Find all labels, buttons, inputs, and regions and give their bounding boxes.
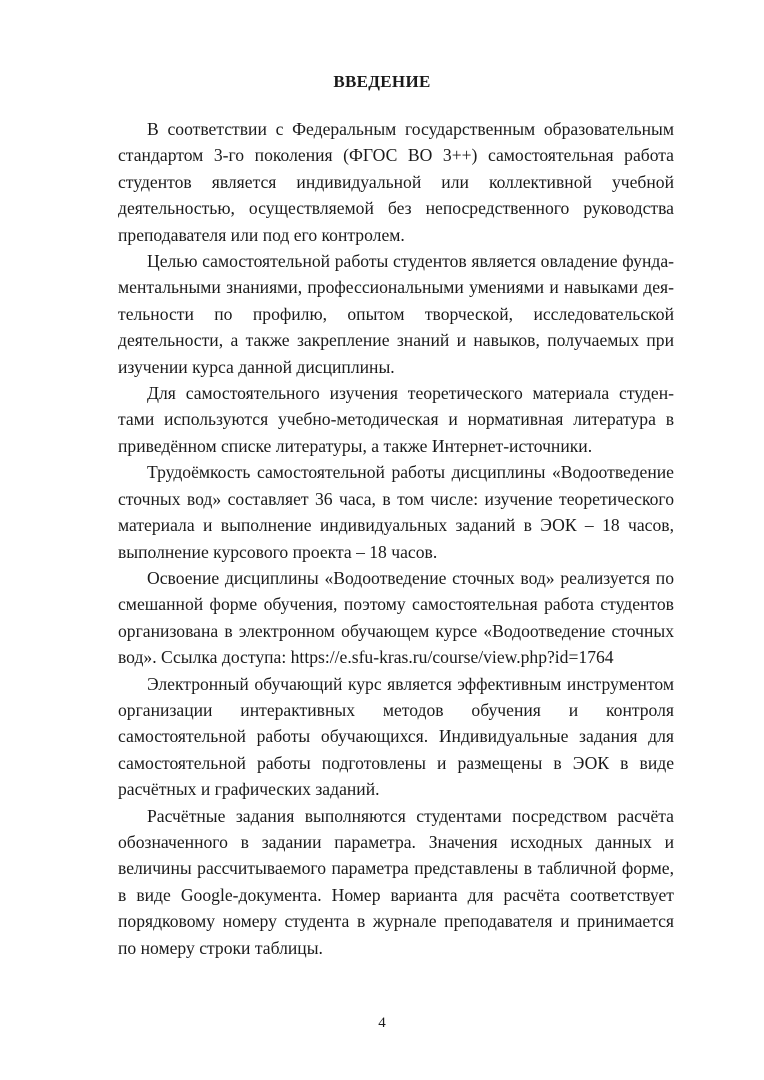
paragraph-literature: Для самостоятельного изучения теоретического материала студентами используются учебно-методическая и нормативная литература в приведённом списке литературы, а также Интернет-источники. xyxy=(118,383,674,456)
paragraph-fgos: В соответствии с Федеральным государственным образовательным стандартом 3-го поколения (ФГОС ВО 3++) самостоятельная работа студентов является индивидуальной или коллективной учебной деятельностью, осуществляемой без непосредственного руководства преподавателя или под его контролем. xyxy=(118,119,674,245)
paragraph-workload: Трудоёмкость самостоятельной работы дисциплины «Водоотведение сточных вод» составляет 36 часа, в том числе: изучение теоретического материала и выполнение индивидуальных заданий в ЭОК – 18 часов, выполнение курсового проекта – 18 часов. xyxy=(118,462,674,562)
page-number: 4 xyxy=(378,1015,386,1031)
paragraph-e-course: Электронный обучающий курс является эффективным инструментом организации интерактивных методов обучения и контроля самостоятельной работы обучающихся. Индивидуальные задания для самостоятельной работы подготовлены и размещены в ЭОК в виде расчётных и графических заданий. xyxy=(118,673,674,800)
page-title: ВВЕДЕНИЕ xyxy=(333,72,431,91)
paragraph-course-access: Освоение дисциплины «Водоотведение сточных вод» реализуется по смешанной форме обучения, поэтому самостоятельная работа студентов организована в электронном обучающем курсе «Водоотведение сточных вод». Ссылка доступа: https://e.sfu-kras.ru/course/view.php?id=1764 xyxy=(118,567,674,668)
paragraph-goal: Целью самостоятельной работы студентов является овладение фундаментальными знаниями, профессиональными умениями и навыками деятельности по профилю, опытом творческой, исследовательской деятельности, а также закрепление знаний и навыков, получаемых при изучении курса данной дисциплины. xyxy=(118,251,674,377)
body-text xyxy=(118,116,674,961)
paragraph-calc-tasks: Расчётные задания выполняются студентами посредством расчёта обозначенного в задании параметра. Значения исходных данных и величины рассчитываемого параметра представлены в табличной форме, в виде Google-документа. Номер варианта для расчёта соответствует порядковому номеру студента в журнале преподавателя и принимается по номеру строки таблицы. xyxy=(118,805,674,958)
